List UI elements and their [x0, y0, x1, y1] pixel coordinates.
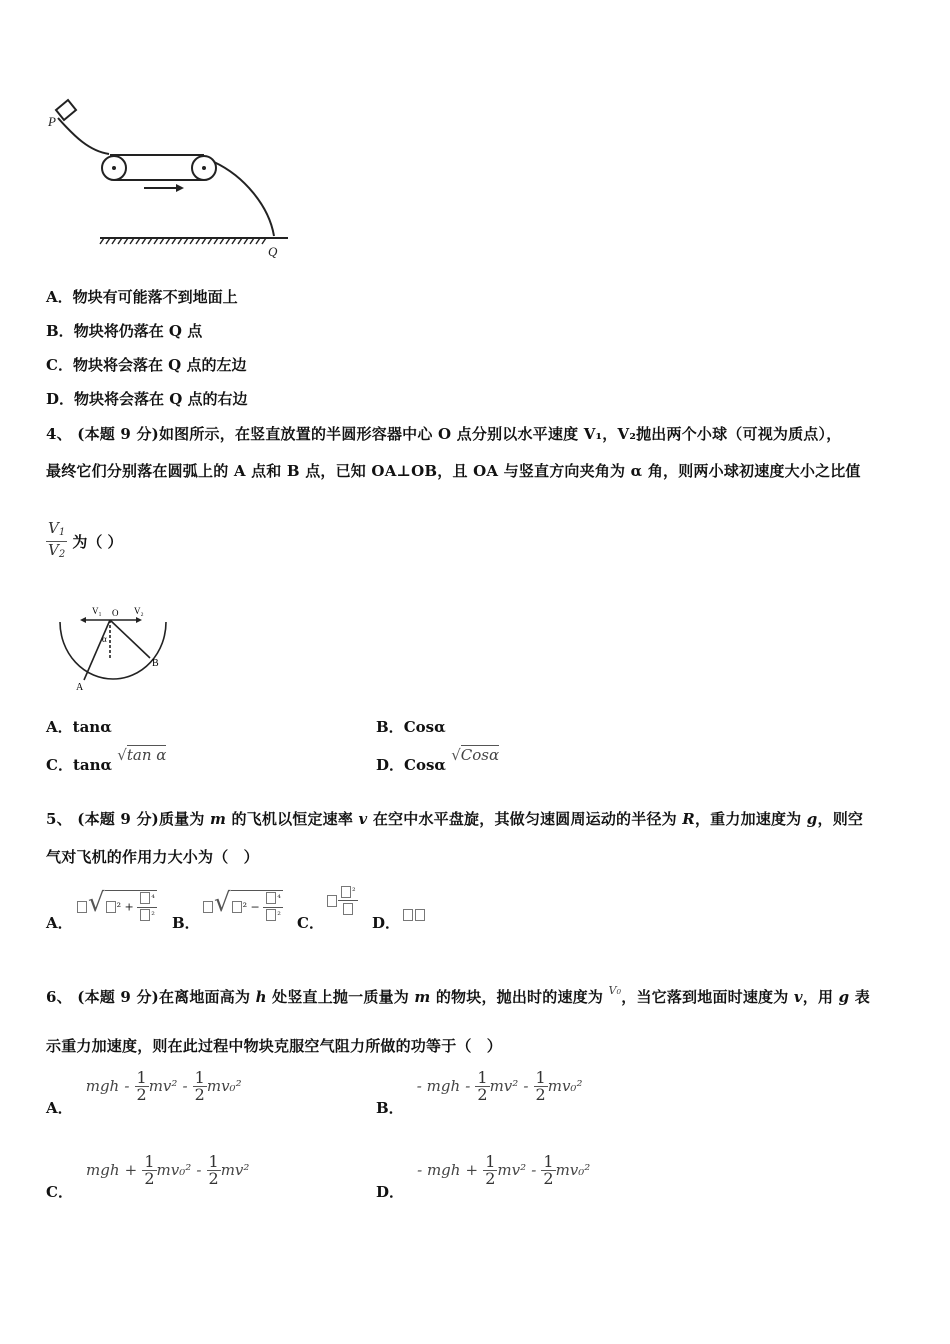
q4-ratio: $\frac{V_1}{V_2}$ 为（ ）	[48, 519, 123, 560]
q4-stem-line2: 最终它们分别落在圆弧上的 A 点和 B 点，已知 OA⊥OB，且 OA 与竖直方向夹角为 α 角，则两小球初速度大小之比值	[46, 462, 861, 480]
label-b: B	[152, 658, 159, 669]
q3-option-c[interactable]: C．物块将会落在 Q 点的左边	[46, 356, 247, 374]
q4-option-a[interactable]: A．tanα	[46, 718, 112, 736]
q5-option-a[interactable]: A．	[46, 914, 73, 932]
q5-stem-line2: 气对飞机的作用力大小为（ ）	[46, 848, 259, 866]
label-alpha: α	[102, 634, 107, 644]
label-v1: V₁	[92, 606, 102, 616]
q4-option-d[interactable]: D．Cosα √Cosα	[376, 746, 500, 774]
q4-option-b[interactable]: B．Cosα	[376, 718, 446, 736]
q3-option-b[interactable]: B．物块将仍落在 Q 点	[46, 322, 203, 340]
q5-option-c[interactable]: C．	[297, 914, 324, 932]
semicircle-figure	[54, 600, 179, 692]
q6-option-d[interactable]: D． - mgh + $\frac{1}{2}$ mv² - $\frac{1}{2}$ mv₀²	[376, 1152, 591, 1201]
label-v2: V₂	[134, 606, 144, 616]
q4-option-c[interactable]: C．tanα √tan α	[46, 746, 167, 774]
q6-option-b[interactable]: B． - mgh - $\frac{1}{2}$ mv² - $\frac{1}{2}$ mv₀²	[376, 1068, 583, 1117]
q5-stem-line1: 5、 (本题 9 分)质量为 m 的飞机以恒定速率 v 在空中水平盘旋，其做匀速圆周运动的半径为 R，重力加速度为 g，则空	[46, 810, 864, 828]
conveyor-figure	[44, 96, 294, 261]
q5-formula-c: ²	[326, 884, 358, 917]
q4-stem-line1: 4、 (本题 9 分)如图所示，在竖直放置的半圆形容器中心 O 点分别以水平速度 V₁，V₂抛出两个小球（可视为质点），	[46, 425, 842, 443]
q5-formula-a: √ ² + $\frac{\text{⁴}}{\text{²}}$	[76, 888, 157, 924]
q3-option-a[interactable]: A．物块有可能落不到地面上	[46, 288, 238, 306]
label-q: Q	[268, 244, 278, 259]
label-p: P	[48, 114, 56, 129]
q3-option-d[interactable]: D．物块将会落在 Q 点的右边	[46, 390, 248, 408]
label-a: A	[76, 682, 84, 692]
q6-stem-line1: 6、 (本题 9 分)在离地面高为 h 处竖直上抛一质量为 m 的物块，抛出时的速度为 $^{V_0}$，当它落到地面时速度为 v，用 g 表	[46, 984, 870, 1006]
label-o: O	[112, 608, 119, 618]
q5-option-b[interactable]: B．	[172, 914, 200, 932]
q5-option-d[interactable]: D．	[372, 914, 401, 932]
q6-option-c[interactable]: C． mgh + $\frac{1}{2}$ mv₀² - $\frac{1}{2}$ mv²	[46, 1152, 250, 1201]
q5-formula-d	[402, 904, 426, 923]
q6-stem-line2: 示重力加速度，则在此过程中物块克服空气阻力所做的功等于（ ）	[46, 1037, 503, 1055]
q5-formula-b: √ ² − $\frac{\text{⁴}}{\text{²}}$	[202, 888, 283, 924]
q6-option-a[interactable]: A． mgh - $\frac{1}{2}$ mv² - $\frac{1}{2}$ mv₀²	[46, 1068, 242, 1117]
